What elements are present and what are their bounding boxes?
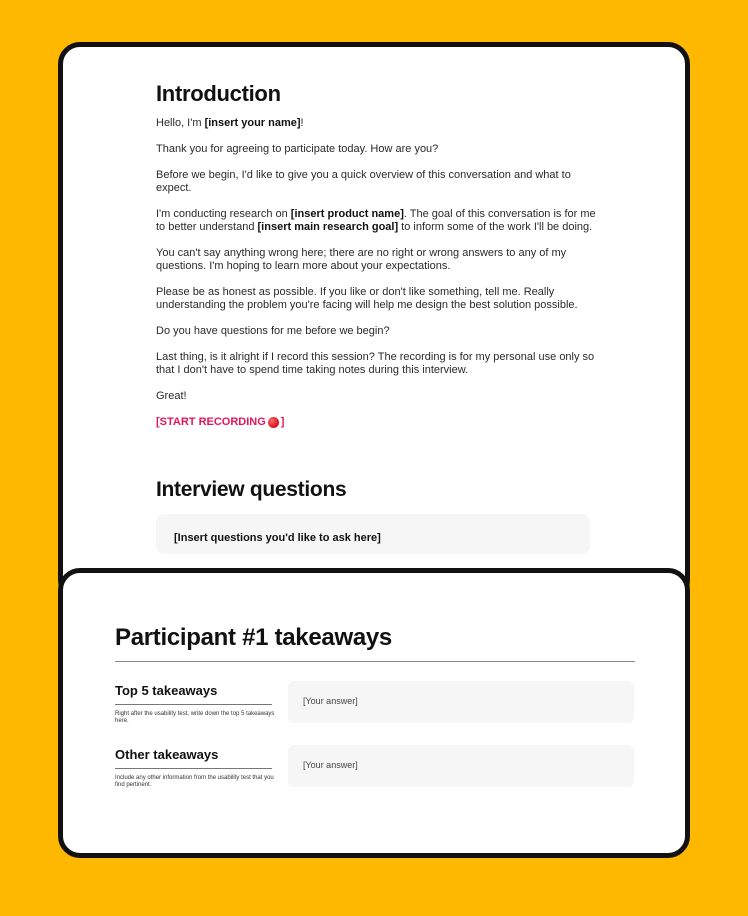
takeaway-label-block bbox=[115, 683, 275, 725]
name-placeholder: [insert your name] bbox=[204, 117, 301, 129]
recording-paragraph: Last thing, is it alright if I record this session? The recording is for my personal use only so that I don't have to spend time taking notes during this interview. bbox=[156, 351, 595, 376]
takeaway-label: Top 5 takeaways bbox=[115, 683, 272, 705]
research-text-1: I'm conducting research on bbox=[156, 208, 291, 220]
questions-paragraph: Do you have questions for me before we begin? bbox=[156, 325, 390, 337]
honesty-paragraph: Please be as honest as possible. If you like or don't like something, tell me. Really understanding the problem you're facing will help me design the best solution possible. bbox=[156, 286, 578, 311]
research-text-2: . The goal of this conversation is for me to better understand bbox=[156, 208, 596, 233]
takeaway-description: Right after the usability test, write down the top 5 takeaways here. bbox=[115, 711, 275, 724]
start-recording-bracket: ] bbox=[280, 416, 285, 428]
title-divider bbox=[115, 661, 635, 662]
thanks-paragraph: Thank you for agreeing to participate today. How are you? bbox=[156, 143, 439, 155]
interview-script bbox=[156, 81, 596, 554]
takeaway-label-block bbox=[115, 747, 272, 789]
takeaways-title: Participant #1 takeaways bbox=[115, 624, 392, 651]
overview-paragraph: Before we begin, I'd like to give you a quick overview of this conversation and what to expect. bbox=[156, 169, 571, 194]
no-wrong-answers-paragraph: You can't say anything wrong here; there are no right or wrong answers to any of my questions. I'm hoping to learn more about your expectations. bbox=[156, 247, 567, 272]
takeaway-description: Include any other information from the usability test that you find pertinent. bbox=[115, 775, 274, 788]
greeting-paragraph bbox=[156, 117, 596, 130]
product-placeholder: [insert product name] bbox=[290, 208, 404, 220]
interview-questions-heading: Interview questions bbox=[156, 478, 347, 501]
start-recording-cue bbox=[156, 416, 596, 428]
great-paragraph: Great! bbox=[156, 390, 187, 402]
introduction-heading: Introduction bbox=[156, 81, 281, 106]
research-text-3: to inform some of the work I'll be doing. bbox=[398, 221, 593, 233]
greeting-text: Hello, I'm bbox=[156, 117, 205, 129]
answer-field[interactable]: [Your answer] bbox=[288, 681, 634, 723]
research-paragraph bbox=[156, 208, 596, 234]
interview-questions-placeholder: [Insert questions you'd like to ask here] bbox=[174, 532, 381, 544]
goal-placeholder: [insert main research goal] bbox=[257, 221, 399, 233]
start-recording-text: [START RECORDING bbox=[156, 416, 266, 428]
greeting-suffix: ! bbox=[300, 117, 304, 129]
interview-questions-box[interactable] bbox=[156, 514, 590, 554]
record-dot-icon bbox=[268, 417, 279, 428]
takeaways-card bbox=[58, 568, 690, 858]
interview-script-card bbox=[58, 42, 690, 602]
answer-field[interactable]: [Your answer] bbox=[288, 745, 634, 787]
takeaway-label: Other takeaways bbox=[115, 747, 272, 769]
